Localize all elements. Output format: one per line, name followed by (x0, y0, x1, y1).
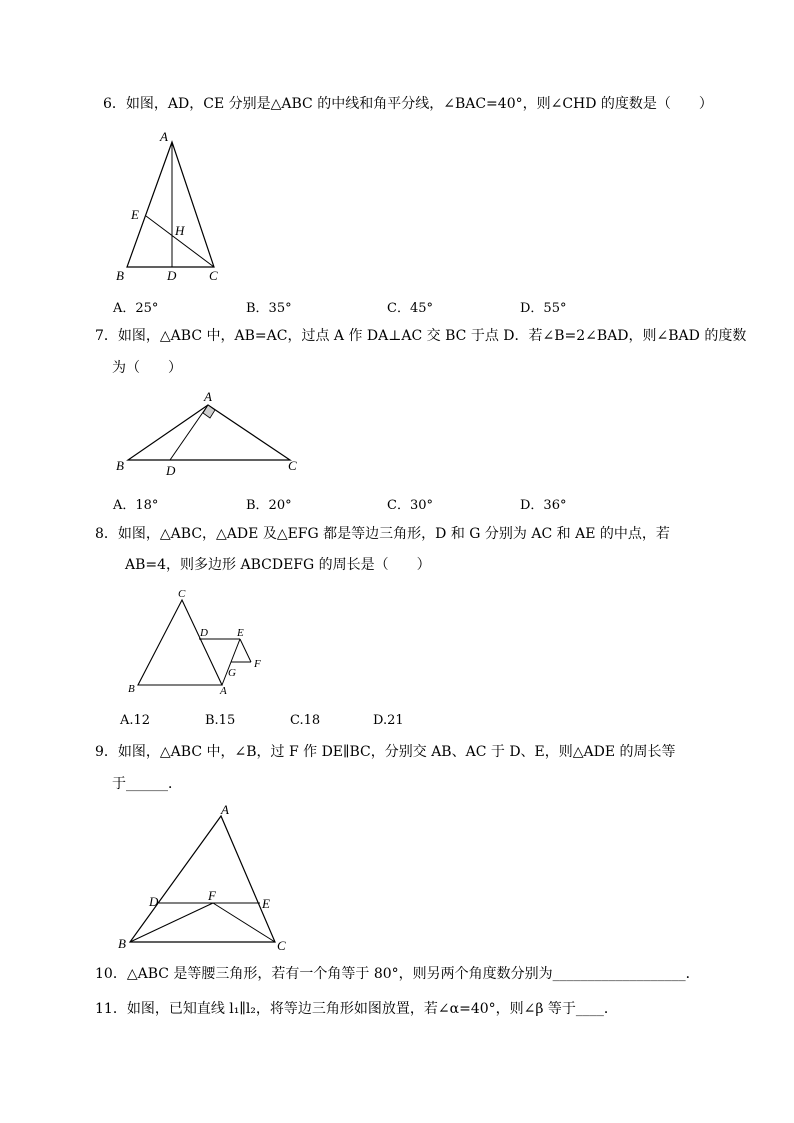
q9-label-b: B (118, 936, 126, 951)
q9-text-cont: 于______． (112, 776, 182, 792)
q7-label-d: D (166, 463, 176, 478)
q6-label-h: H (175, 223, 185, 238)
q8-option-a[interactable]: A.12 (120, 713, 151, 728)
q7-label-b: B (116, 458, 124, 473)
q7-text-cont: 为（ ） (112, 360, 182, 376)
q6-label-c: C (209, 268, 218, 283)
q8-label-d: D (200, 627, 208, 639)
q6-option-d[interactable]: D．55° (520, 301, 567, 316)
q8-label-f: F (254, 658, 261, 670)
q8-option-d[interactable]: D.21 (373, 713, 404, 728)
q7-figure (110, 388, 310, 480)
q6-option-b[interactable]: B．35° (246, 301, 292, 316)
q6-label-b: B (116, 268, 124, 283)
q9-label-e: E (262, 896, 270, 911)
q11-text: 11．如图，已知直线 l₁∥l₂，将等边三角形如图放置，若∠α=40°，则∠β 等于____． (95, 1001, 618, 1017)
q8-option-b[interactable]: B.15 (205, 713, 236, 728)
q6-label-a: A (160, 129, 168, 144)
q7-option-d[interactable]: D．36° (520, 498, 567, 513)
q8-figure (120, 584, 270, 696)
q7-option-b[interactable]: B．20° (246, 498, 292, 513)
q8-label-e: E (237, 627, 244, 639)
q6-option-a[interactable]: A．25° (113, 301, 159, 316)
q8-label-a: A (220, 685, 227, 696)
q7-label-c: C (288, 458, 297, 473)
q6-text: 6．如图，AD，CE 分别是△ABC 的中线和角平分线，∠BAC=40°，则∠CHD 的度数是（ ） (103, 96, 713, 112)
q9-text: 9．如图，△ABC 中，∠B，过 F 作 DE∥BC，分别交 AB、AC 于 D、E，则△ADE 的周长等 (95, 744, 676, 760)
q9-label-f: F (208, 888, 216, 903)
q8-text-cont: AB=4，则多边形 ABCDEFG 的周长是（ ） (125, 557, 431, 573)
q10-text: 10．△ABC 是等腰三角形，若有一个角等于 80°，则另两个角度数分别为___________________． (95, 966, 700, 982)
q6-option-c[interactable]: C．45° (387, 301, 433, 316)
q8-label-c: C (178, 588, 186, 600)
q9-label-a: A (221, 802, 229, 817)
q8-option-c[interactable]: C.18 (290, 713, 321, 728)
q8-label-g: G (228, 667, 236, 679)
q7-text: 7．如图，△ABC 中，AB=AC，过点 A 作 DA⊥AC 交 BC 于点 D．若∠B=2∠BAD，则∠BAD 的度数 (95, 328, 747, 344)
q9-label-d: D (149, 894, 159, 909)
q9-label-c: C (277, 938, 286, 953)
q7-option-a[interactable]: A．18° (113, 498, 159, 513)
q9-figure (115, 802, 295, 954)
q8-label-b: B (128, 683, 135, 695)
q7-label-a: A (204, 389, 212, 404)
q7-option-c[interactable]: C．30° (387, 498, 433, 513)
q8-text: 8．如图，△ABC，△ADE 及△EFG 都是等边三角形，D 和 G 分别为 AC 和 AE 的中点，若 (95, 526, 670, 542)
q6-label-e: E (131, 207, 139, 222)
q6-figure (110, 128, 230, 286)
q6-label-d: D (167, 268, 177, 283)
